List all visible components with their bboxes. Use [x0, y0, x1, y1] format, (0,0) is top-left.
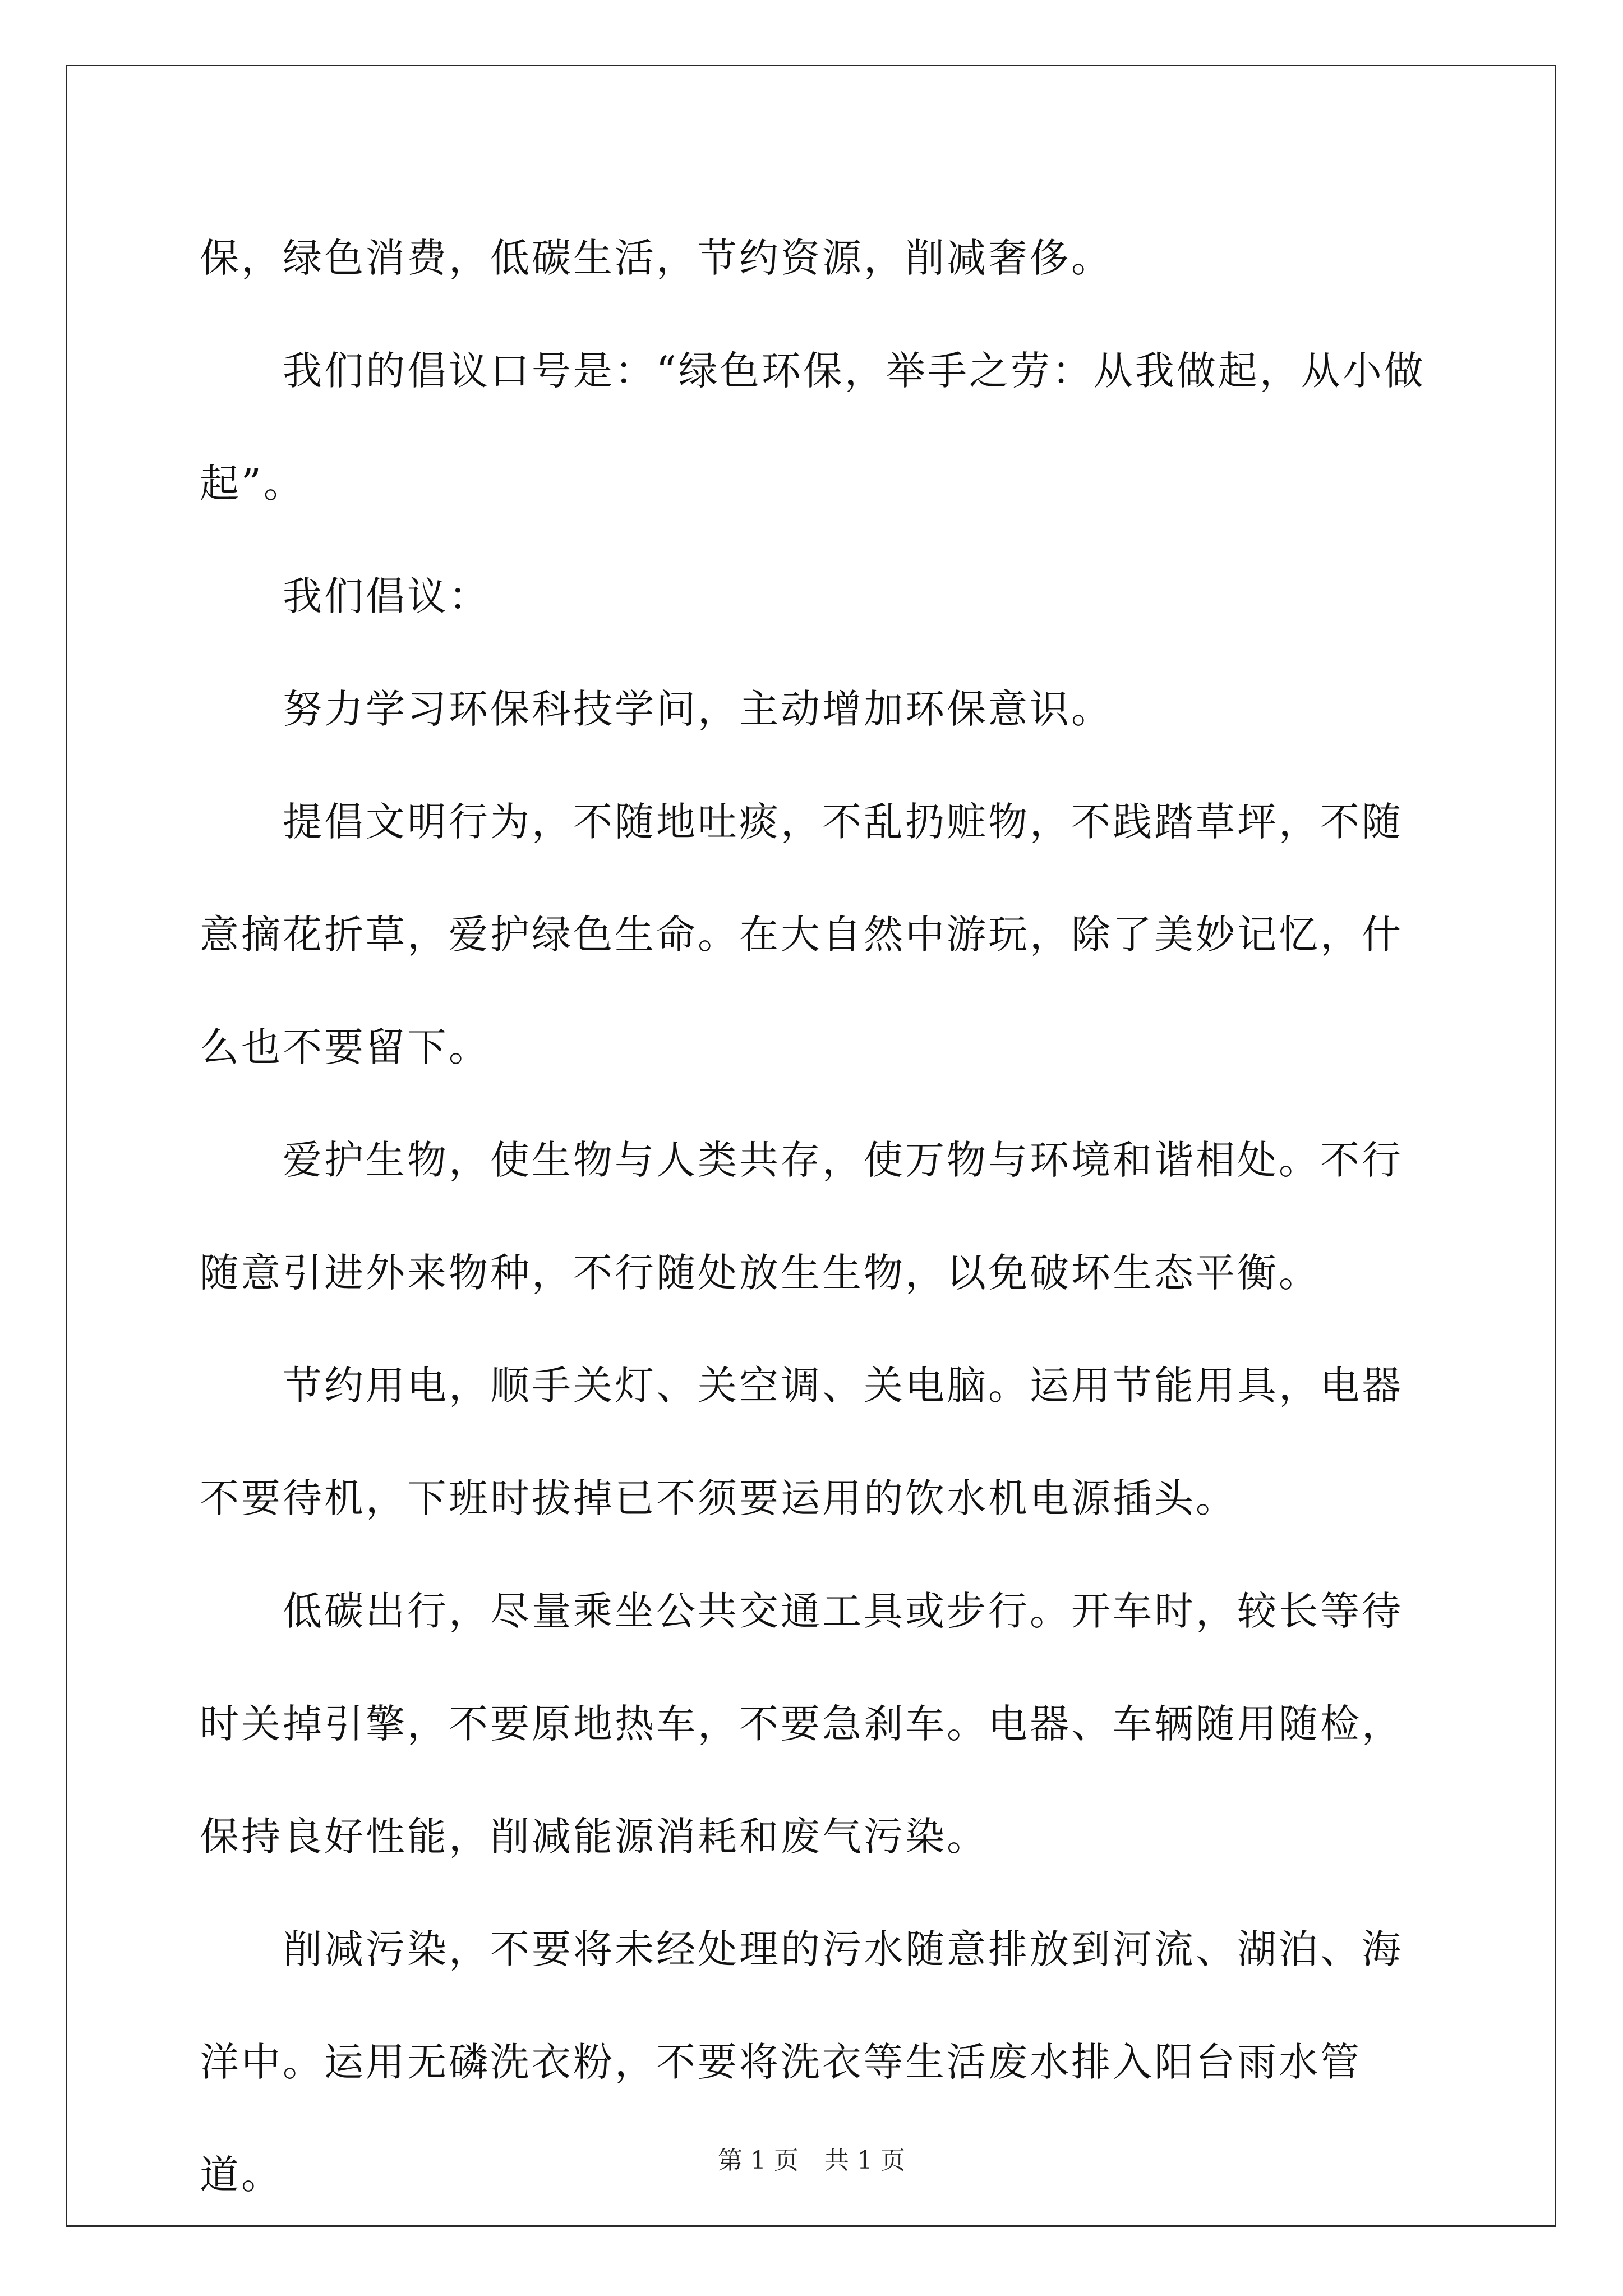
page-number: 第 1 页: [718, 2146, 799, 2175]
paragraph: 我们的倡议口号是：“绿色环保，举手之劳：从我做起，从小做起”。: [200, 348, 1426, 507]
paragraph: 我们倡议：: [283, 573, 490, 619]
paragraph: 低碳出行，尽量乘坐公共交通工具或步行。开车时，较长等待时关掉引擎，不要原地热车，不要急刹车。电器、车辆随用随检，保持良好性能，削减能源消耗和废气污染。: [200, 1588, 1403, 1860]
page-footer: [0, 2144, 1623, 2178]
document-body: [200, 202, 1432, 2231]
paragraph: 提倡文明行为，不随地吐痰，不乱扔赃物，不践踏草坪，不随意摘花折草，爱护绿色生命。在大自然中游玩，除了美妙记忆，什么也不要留下。: [200, 799, 1403, 1070]
paragraph: 节约用电，顺手关灯、关空调、关电脑。运用节能用具，电器不要待机，下班时拔掉已不须要运用的饮水机电源插头。: [200, 1363, 1403, 1521]
paragraph: 努力学习环保科技学问，主动增加环保意识。: [283, 686, 1113, 732]
paragraph: 保，绿色消费，低碳生活，节约资源，削减奢侈。: [200, 235, 1113, 281]
paragraph: 爱护生物，使生物与人类共存，使万物与环境和谐相处。不行随意引进外来物种，不行随处放生生物，以免破坏生态平衡。: [200, 1137, 1403, 1296]
paragraph: 削减污染，不要将未经处理的污水随意排放到河流、湖泊、海洋中。运用无磷洗衣粉，不要将洗衣等生活废水排入阳台雨水管道。: [200, 1926, 1403, 2198]
page-total: 共 1 页: [824, 2146, 905, 2175]
